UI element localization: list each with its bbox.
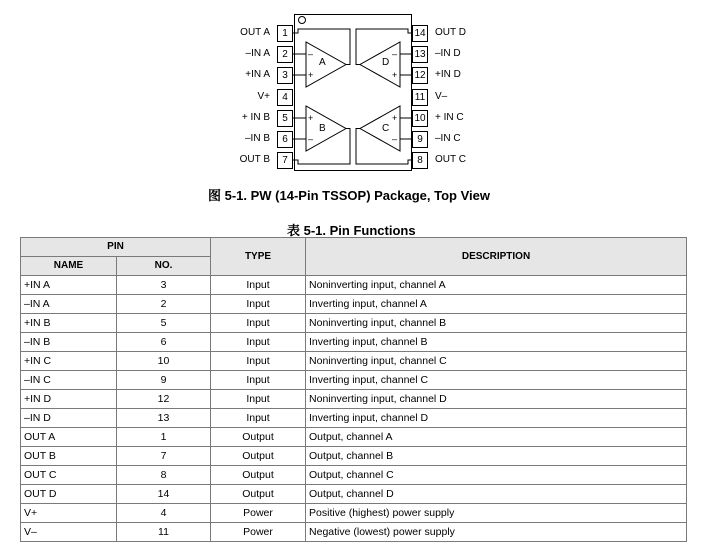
- pin-number-cell: 7: [117, 447, 211, 466]
- table-row: [21, 333, 687, 352]
- pin-name-cell: OUT D: [21, 485, 117, 504]
- pin-number-cell: 12: [117, 390, 211, 409]
- table-row: [21, 409, 687, 428]
- pin-type-cell: Input: [211, 276, 306, 295]
- pin-number-cell: 14: [117, 485, 211, 504]
- table-row: [21, 390, 687, 409]
- pin-number-cell: 3: [117, 276, 211, 295]
- pin-number-cell: 10: [117, 352, 211, 371]
- pin-number: 9: [412, 131, 428, 148]
- pin-name-cell: V+: [21, 504, 117, 523]
- pin-number-cell: 4: [117, 504, 211, 523]
- table-row: [21, 523, 687, 542]
- table-row: [21, 485, 687, 504]
- pin-name-cell: –IN A: [21, 295, 117, 314]
- amp-c-label: C: [382, 123, 390, 134]
- pin-name-cell: +IN D: [21, 390, 117, 409]
- pin-number: 10: [412, 110, 428, 127]
- table-caption: 表 5-1. Pin Functions: [287, 223, 416, 238]
- table-row: [21, 428, 687, 447]
- pin-type-cell: Output: [211, 466, 306, 485]
- pin-description-cell: Inverting input, channel A: [306, 295, 687, 314]
- pin-name-cell: +IN C: [21, 352, 117, 371]
- pin-number: 14: [412, 25, 428, 42]
- pin-header: PIN: [21, 238, 211, 257]
- pin-type-cell: Output: [211, 447, 306, 466]
- amp-b-plus-sign: +: [308, 113, 314, 123]
- pin-name-cell: +IN A: [21, 276, 117, 295]
- pin-type-cell: Power: [211, 504, 306, 523]
- pin-number-cell: 13: [117, 409, 211, 428]
- pin-name-cell: OUT B: [21, 447, 117, 466]
- pin-number-cell: 5: [117, 314, 211, 333]
- type-header: TYPE: [211, 238, 306, 276]
- pin-number: 7: [277, 152, 293, 169]
- pin-number-cell: 8: [117, 466, 211, 485]
- pin-number: 12: [412, 67, 428, 84]
- pin-number: 5: [277, 110, 293, 127]
- table-row: [21, 371, 687, 390]
- pin-type-cell: Input: [211, 390, 306, 409]
- pin-type-cell: Power: [211, 523, 306, 542]
- pin-description-cell: Noninverting input, channel A: [306, 276, 687, 295]
- pin-name-cell: –IN C: [21, 371, 117, 390]
- description-header: DESCRIPTION: [306, 238, 687, 276]
- pin-description-cell: Noninverting input, channel B: [306, 314, 687, 333]
- pin-label: V–: [435, 91, 448, 102]
- pin-number-cell: 6: [117, 333, 211, 352]
- pin-number-cell: 2: [117, 295, 211, 314]
- pin-label: +IN A: [245, 69, 270, 80]
- amp-a-plus-sign: +: [308, 70, 314, 80]
- amp-d-minus-sign: –: [392, 49, 398, 59]
- table-row: [21, 447, 687, 466]
- pin-label: V+: [257, 91, 270, 102]
- package-diagram: [0, 0, 702, 180]
- pin-label: OUT A: [240, 27, 270, 38]
- pin-name-cell: V–: [21, 523, 117, 542]
- table-row: [21, 295, 687, 314]
- pin-number: 2: [277, 46, 293, 63]
- pin-type-cell: Input: [211, 409, 306, 428]
- amp-b-minus-sign: –: [308, 134, 314, 144]
- pin-number-cell: 9: [117, 371, 211, 390]
- pin-description-cell: Output, channel B: [306, 447, 687, 466]
- pin-number: 11: [412, 89, 428, 106]
- table-body: [21, 276, 687, 542]
- amp-d-plus-sign: +: [392, 70, 398, 80]
- pin-number: 8: [412, 152, 428, 169]
- amp-a-minus-sign: –: [308, 49, 314, 59]
- pin-name-cell: OUT C: [21, 466, 117, 485]
- pin-description-cell: Noninverting input, channel D: [306, 390, 687, 409]
- no-header: NO.: [117, 257, 211, 276]
- amp-b-label: B: [319, 123, 326, 134]
- pin-name-cell: –IN B: [21, 333, 117, 352]
- pin-label: –IN D: [435, 48, 461, 59]
- pin-description-cell: Output, channel D: [306, 485, 687, 504]
- pin-label: +IN D: [435, 69, 461, 80]
- name-header: NAME: [21, 257, 117, 276]
- pin-description-cell: Output, channel A: [306, 428, 687, 447]
- op-amp-symbols: [292, 12, 414, 174]
- pin-type-cell: Input: [211, 352, 306, 371]
- pin-functions-table: [20, 237, 687, 542]
- pin-number: 13: [412, 46, 428, 63]
- table-row: [21, 314, 687, 333]
- pin-number-cell: 1: [117, 428, 211, 447]
- pin-label: + IN C: [435, 112, 464, 123]
- pin-description-cell: Output, channel C: [306, 466, 687, 485]
- pin-description-cell: Inverting input, channel C: [306, 371, 687, 390]
- pin-label: OUT D: [435, 27, 466, 38]
- pin-description-cell: Negative (lowest) power supply: [306, 523, 687, 542]
- pin-name-cell: +IN B: [21, 314, 117, 333]
- table-row: [21, 504, 687, 523]
- pin-type-cell: Output: [211, 428, 306, 447]
- pin-label: –IN A: [245, 48, 270, 59]
- amp-c-plus-sign: +: [392, 113, 398, 123]
- pin-type-cell: Input: [211, 333, 306, 352]
- amp-a-label: A: [319, 57, 326, 68]
- pin-number: 3: [277, 67, 293, 84]
- table-row: [21, 352, 687, 371]
- pin-label: + IN B: [241, 112, 270, 123]
- pin-type-cell: Input: [211, 295, 306, 314]
- pin-description-cell: Noninverting input, channel C: [306, 352, 687, 371]
- pin-number: 4: [277, 89, 293, 106]
- table-row: [21, 466, 687, 485]
- pin-label: OUT B: [239, 154, 270, 165]
- pin-type-cell: Input: [211, 314, 306, 333]
- pin-label: –IN B: [244, 133, 270, 144]
- pin-type-cell: Output: [211, 485, 306, 504]
- amp-c-minus-sign: –: [392, 134, 398, 144]
- table-row: [21, 276, 687, 295]
- pin-description-cell: Positive (highest) power supply: [306, 504, 687, 523]
- amp-d-label: D: [382, 57, 390, 68]
- pin-number-cell: 11: [117, 523, 211, 542]
- pin-type-cell: Input: [211, 371, 306, 390]
- pin-label: –IN C: [435, 133, 461, 144]
- pin-description-cell: Inverting input, channel D: [306, 409, 687, 428]
- pin-number: 6: [277, 131, 293, 148]
- pin-label: OUT C: [435, 154, 466, 165]
- pin-description-cell: Inverting input, channel B: [306, 333, 687, 352]
- pin-number: 1: [277, 25, 293, 42]
- figure-caption: 图 5-1. PW (14-Pin TSSOP) Package, Top View: [208, 188, 490, 203]
- pin-name-cell: –IN D: [21, 409, 117, 428]
- pin-name-cell: OUT A: [21, 428, 117, 447]
